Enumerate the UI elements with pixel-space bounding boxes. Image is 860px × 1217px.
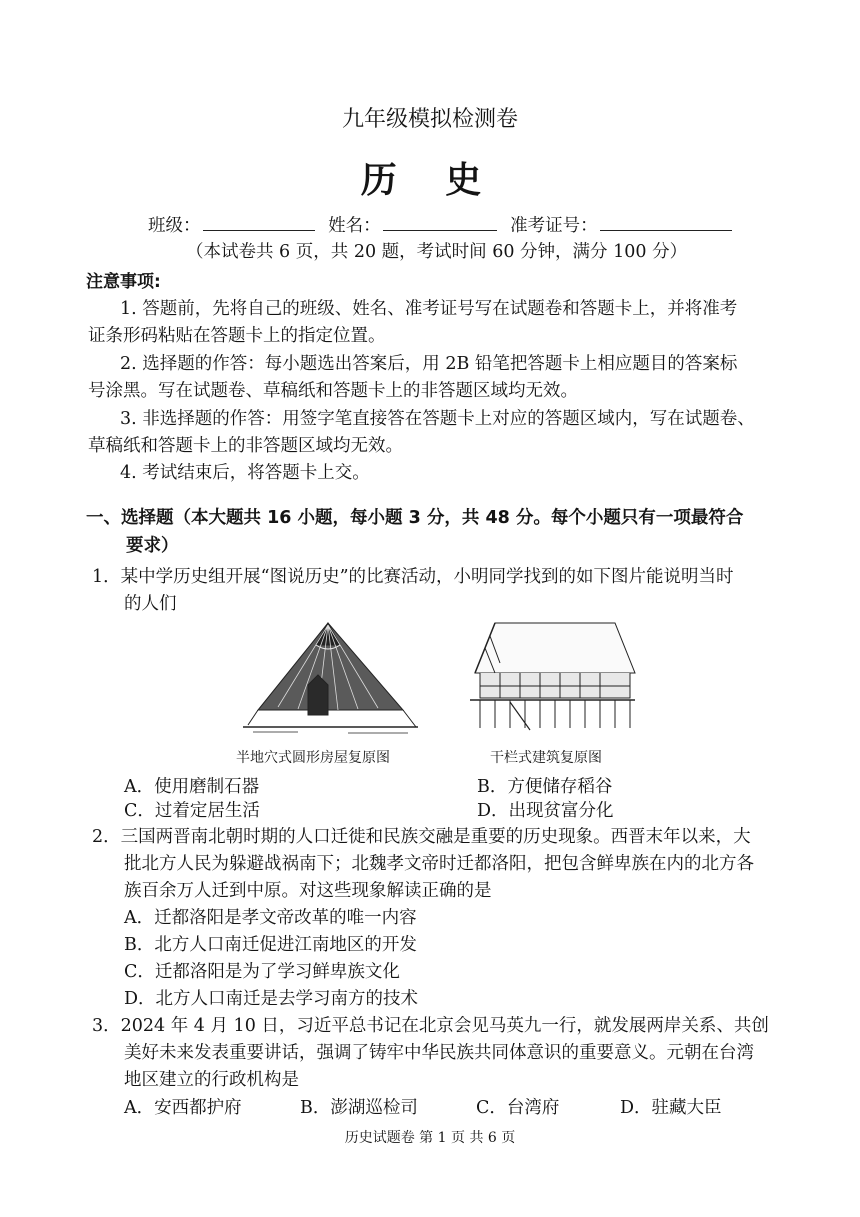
subject-title: 历 史 bbox=[360, 160, 500, 201]
notice-line: 2. 选择题的作答：每小题选出答案后，用 2B 铅笔把答题卡上相应题目的答案标 bbox=[120, 354, 738, 374]
student-info-row bbox=[148, 212, 740, 237]
stilt-house-image bbox=[460, 618, 640, 738]
question-3-text-cont: 美好未来发表重要讲话，强调了铸牢中华民族共同体意识的重要意义。元朝在台湾 bbox=[124, 1043, 754, 1063]
exam-note: （本试卷共 6 页，共 20 题，考试时间 60 分钟，满分 100 分） bbox=[186, 242, 688, 262]
question-3-option-d[interactable]: D．驻藏大臣 bbox=[620, 1098, 722, 1118]
question-2-text-cont: 族百余万人迁到中原。对这些现象解读正确的是 bbox=[124, 881, 492, 901]
notice-line: 号涂黑。写在试题卷、草稿纸和答题卡上的非答题区域均无效。 bbox=[88, 381, 578, 401]
notice-line: 1. 答题前，先将自己的班级、姓名、准考证号写在试题卷和答题卡上，并将准考 bbox=[120, 299, 738, 319]
section-heading-cont: 要求） bbox=[126, 536, 179, 556]
name-label: 姓名： bbox=[328, 216, 381, 236]
section-heading: 一、选择题（本大题共 16 小题，每小题 3 分，共 48 分。每个小题只有一项最符合 bbox=[86, 508, 744, 528]
question-1-text: 1．某中学历史组开展“图说历史”的比赛活动，小明同学找到的如下图片能说明当时 bbox=[92, 567, 734, 587]
class-label: 班级： bbox=[148, 216, 201, 236]
exam-id-label: 准考证号： bbox=[510, 216, 598, 236]
question-3-text: 3．2024 年 4 月 10 日，习近平总书记在北京会见马英九一行，就发展两岸关系、共创 bbox=[92, 1016, 769, 1036]
question-2-option-c[interactable]: C．迁都洛阳是为了学习鲜卑族文化 bbox=[124, 962, 400, 982]
figure-caption-left: 半地穴式圆形房屋复原图 bbox=[236, 750, 390, 766]
exam-id-field[interactable] bbox=[600, 214, 732, 231]
question-1-option-a[interactable]: A．使用磨制石器 bbox=[124, 777, 260, 797]
question-1-option-c[interactable]: C．过着定居生活 bbox=[124, 801, 260, 821]
notice-line: 3. 非选择题的作答：用签字笔直接答在答题卡上对应的答题区域内，写在试题卷、 bbox=[120, 409, 755, 429]
question-3-option-b[interactable]: B．澎湖巡检司 bbox=[300, 1098, 418, 1118]
exam-title: 九年级模拟检测卷 bbox=[341, 107, 518, 132]
question-1-option-b[interactable]: B．方便储存稻谷 bbox=[477, 777, 613, 797]
question-1-option-d[interactable]: D．出现贫富分化 bbox=[477, 801, 614, 821]
page-footer: 历史试题卷 第 1 页 共 6 页 bbox=[344, 1130, 516, 1146]
figure-caption-right: 干栏式建筑复原图 bbox=[490, 750, 602, 766]
class-field[interactable] bbox=[203, 214, 315, 231]
question-1-text-cont: 的人们 bbox=[124, 594, 177, 614]
question-3-text-cont: 地区建立的行政机构是 bbox=[124, 1070, 299, 1090]
notice-title: 注意事项: bbox=[86, 272, 161, 292]
name-field[interactable] bbox=[383, 214, 497, 231]
question-2-option-d[interactable]: D．北方人口南迁是去学习南方的技术 bbox=[124, 989, 419, 1009]
notice-line: 4. 考试结束后，将答题卡上交。 bbox=[120, 463, 370, 483]
question-3-option-a[interactable]: A．安西都护府 bbox=[124, 1098, 242, 1118]
question-2-option-b[interactable]: B．北方人口南迁促进江南地区的开发 bbox=[124, 935, 417, 955]
pit-dwelling-image bbox=[238, 615, 423, 740]
question-3-option-c[interactable]: C．台湾府 bbox=[476, 1098, 560, 1118]
notice-line: 证条形码粘贴在答题卡上的指定位置。 bbox=[88, 326, 386, 346]
question-2-text-cont: 批北方人民为躲避战祸南下；北魏孝文帝时迁都洛阳，把包含鲜卑族在内的北方各 bbox=[124, 854, 754, 874]
question-2-text: 2．三国两晋南北朝时期的人口迁徙和民族交融是重要的历史现象。西晋末年以来，大 bbox=[92, 827, 751, 847]
question-2-option-a[interactable]: A．迁都洛阳是孝文帝改革的唯一内容 bbox=[124, 908, 417, 928]
notice-line: 草稿纸和答题卡上的非答题区域均无效。 bbox=[88, 436, 403, 456]
